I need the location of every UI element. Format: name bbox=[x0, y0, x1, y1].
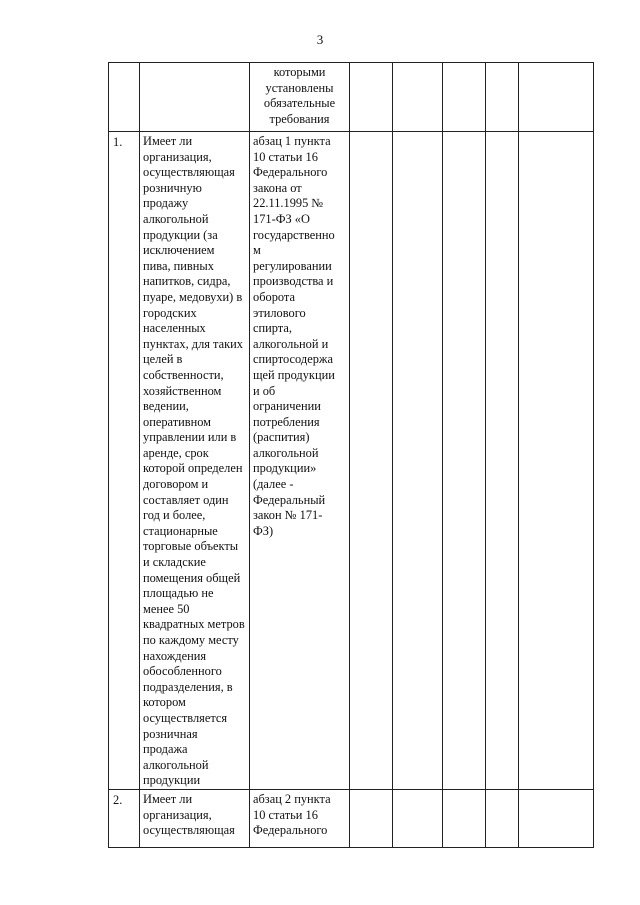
page-number: 3 bbox=[316, 32, 324, 47]
text-line: оперативном bbox=[143, 414, 212, 429]
header-cell-empty bbox=[350, 63, 393, 132]
text-line: пуаре, медовухи) в bbox=[143, 289, 243, 304]
text-line: городских bbox=[143, 305, 197, 320]
empty-cell bbox=[486, 789, 519, 847]
text-line: и об bbox=[253, 383, 276, 398]
text-line: алкогольной и bbox=[253, 336, 329, 351]
row-number-cell bbox=[109, 132, 140, 790]
text-line: алкогольной bbox=[253, 445, 319, 460]
empty-cell bbox=[519, 789, 594, 847]
text-line: установлены bbox=[265, 80, 334, 95]
text-line: оборота bbox=[253, 289, 295, 304]
text-line: стационарные bbox=[143, 523, 218, 538]
text-line: розничная bbox=[143, 726, 198, 741]
text-line: алкогольной bbox=[143, 757, 209, 772]
text-line: продажа bbox=[143, 742, 188, 757]
text-line: обособленного bbox=[143, 664, 222, 679]
text-line: которой определен bbox=[143, 461, 243, 476]
question-cell bbox=[140, 132, 250, 790]
text-line: пунктах, для таких bbox=[143, 336, 243, 351]
question-text bbox=[140, 132, 249, 789]
header-cell-empty bbox=[393, 63, 443, 132]
text-line: (распития) bbox=[253, 430, 310, 445]
text-line: управлении или в bbox=[143, 430, 237, 445]
text-line: пива, пивных bbox=[143, 258, 214, 273]
text-line: продукции» bbox=[253, 461, 317, 476]
text-line: хозяйственном bbox=[143, 383, 222, 398]
text-line: обязательные bbox=[263, 96, 336, 111]
requirement-cell bbox=[250, 132, 350, 790]
header-cell-question bbox=[140, 63, 250, 132]
empty-cell bbox=[519, 132, 594, 790]
header-requirement-text bbox=[250, 63, 349, 127]
text-line: по каждому месту bbox=[143, 633, 239, 647]
text-line: ведении, bbox=[143, 399, 189, 414]
text-line: абзац 1 пункта bbox=[253, 134, 331, 148]
requirement-cell bbox=[250, 789, 350, 847]
empty-cell bbox=[443, 789, 486, 847]
text-line: организация, bbox=[143, 807, 212, 822]
text-line: продукции (за bbox=[143, 227, 218, 242]
text-line: спирта, bbox=[253, 321, 292, 336]
text-line: абзац 2 пункта bbox=[253, 791, 331, 806]
text-line: целей в bbox=[143, 352, 183, 367]
text-line: площадью не bbox=[143, 586, 214, 601]
empty-cell bbox=[350, 789, 393, 847]
text-line: торговые объекты bbox=[143, 539, 239, 554]
text-line: Федерального bbox=[253, 165, 328, 180]
text-line: м bbox=[253, 243, 261, 258]
table-header-row bbox=[109, 63, 594, 132]
text-line: этилового bbox=[253, 305, 306, 320]
text-line: составляет один bbox=[143, 492, 229, 507]
text-line: котором bbox=[143, 695, 186, 710]
text-line: Федеральный bbox=[253, 492, 326, 507]
text-line: менее 50 bbox=[143, 601, 190, 616]
header-cell-empty bbox=[519, 63, 594, 132]
text-line: квадратных метров bbox=[143, 617, 245, 632]
text-line: осуществляющая bbox=[143, 823, 235, 838]
text-line: закона от bbox=[253, 180, 302, 195]
text-line: требования bbox=[269, 111, 330, 126]
text-line: нахождения bbox=[143, 648, 207, 663]
text-line: спиртосодержа bbox=[253, 352, 333, 367]
text-line: ограничении bbox=[253, 399, 321, 414]
text-line: помещения общей bbox=[143, 570, 241, 585]
text-line: регулировании bbox=[253, 258, 332, 273]
header-cell-empty bbox=[486, 63, 519, 132]
empty-cell bbox=[393, 789, 443, 847]
text-line: напитков, сидра, bbox=[143, 274, 231, 289]
text-line: алкогольной bbox=[143, 211, 209, 226]
text-line: щей продукции bbox=[253, 367, 335, 382]
text-line: осуществляется bbox=[143, 710, 228, 725]
text-line: Имеет ли bbox=[143, 791, 193, 806]
text-line: (далее - bbox=[253, 477, 294, 492]
text-line: год и более, bbox=[143, 508, 206, 523]
text-line: собственности, bbox=[143, 367, 224, 382]
question-cell bbox=[140, 789, 250, 847]
row-number-cell bbox=[109, 789, 140, 847]
text-line: закон № 171- bbox=[253, 508, 323, 523]
requirement-text bbox=[250, 790, 349, 839]
text-line: ФЗ) bbox=[253, 523, 274, 538]
text-line: государственно bbox=[253, 227, 335, 242]
requirement-text bbox=[250, 132, 349, 539]
text-line: организация, bbox=[143, 149, 212, 164]
text-line: производства и bbox=[253, 274, 334, 289]
table-row bbox=[109, 132, 594, 790]
text-line: 10 статьи 16 bbox=[253, 149, 318, 164]
header-cell-requirement bbox=[250, 63, 350, 132]
empty-cell bbox=[393, 132, 443, 790]
header-cell-empty bbox=[443, 63, 486, 132]
text-line: розничную bbox=[143, 180, 202, 195]
text-line: 10 статьи 16 bbox=[253, 807, 318, 822]
text-line: Имеет ли bbox=[143, 134, 193, 148]
requirements-table bbox=[108, 62, 594, 848]
empty-cell bbox=[443, 132, 486, 790]
text-line: договором и bbox=[143, 477, 209, 492]
empty-cell bbox=[350, 132, 393, 790]
text-line: исключением bbox=[143, 243, 215, 258]
text-line: населенных bbox=[143, 321, 206, 336]
text-line: 171-ФЗ «О bbox=[253, 211, 310, 226]
text-line: 22.11.1995 № bbox=[253, 196, 324, 211]
text-line: подразделения, в bbox=[143, 679, 233, 694]
text-line: продукции bbox=[143, 773, 201, 788]
text-line: которыми bbox=[273, 65, 326, 79]
row-number: 1. bbox=[113, 135, 123, 149]
question-text bbox=[140, 790, 249, 839]
text-line: осуществляющая bbox=[143, 165, 235, 180]
text-line: Федерального bbox=[253, 823, 328, 838]
row-number: 2. bbox=[113, 792, 123, 807]
text-line: и складские bbox=[143, 555, 206, 570]
text-line: потребления bbox=[253, 414, 320, 429]
header-cell-number bbox=[109, 63, 140, 132]
table-row bbox=[109, 789, 594, 847]
text-line: аренде, срок bbox=[143, 445, 209, 460]
empty-cell bbox=[486, 132, 519, 790]
text-line: продажу bbox=[143, 196, 189, 211]
